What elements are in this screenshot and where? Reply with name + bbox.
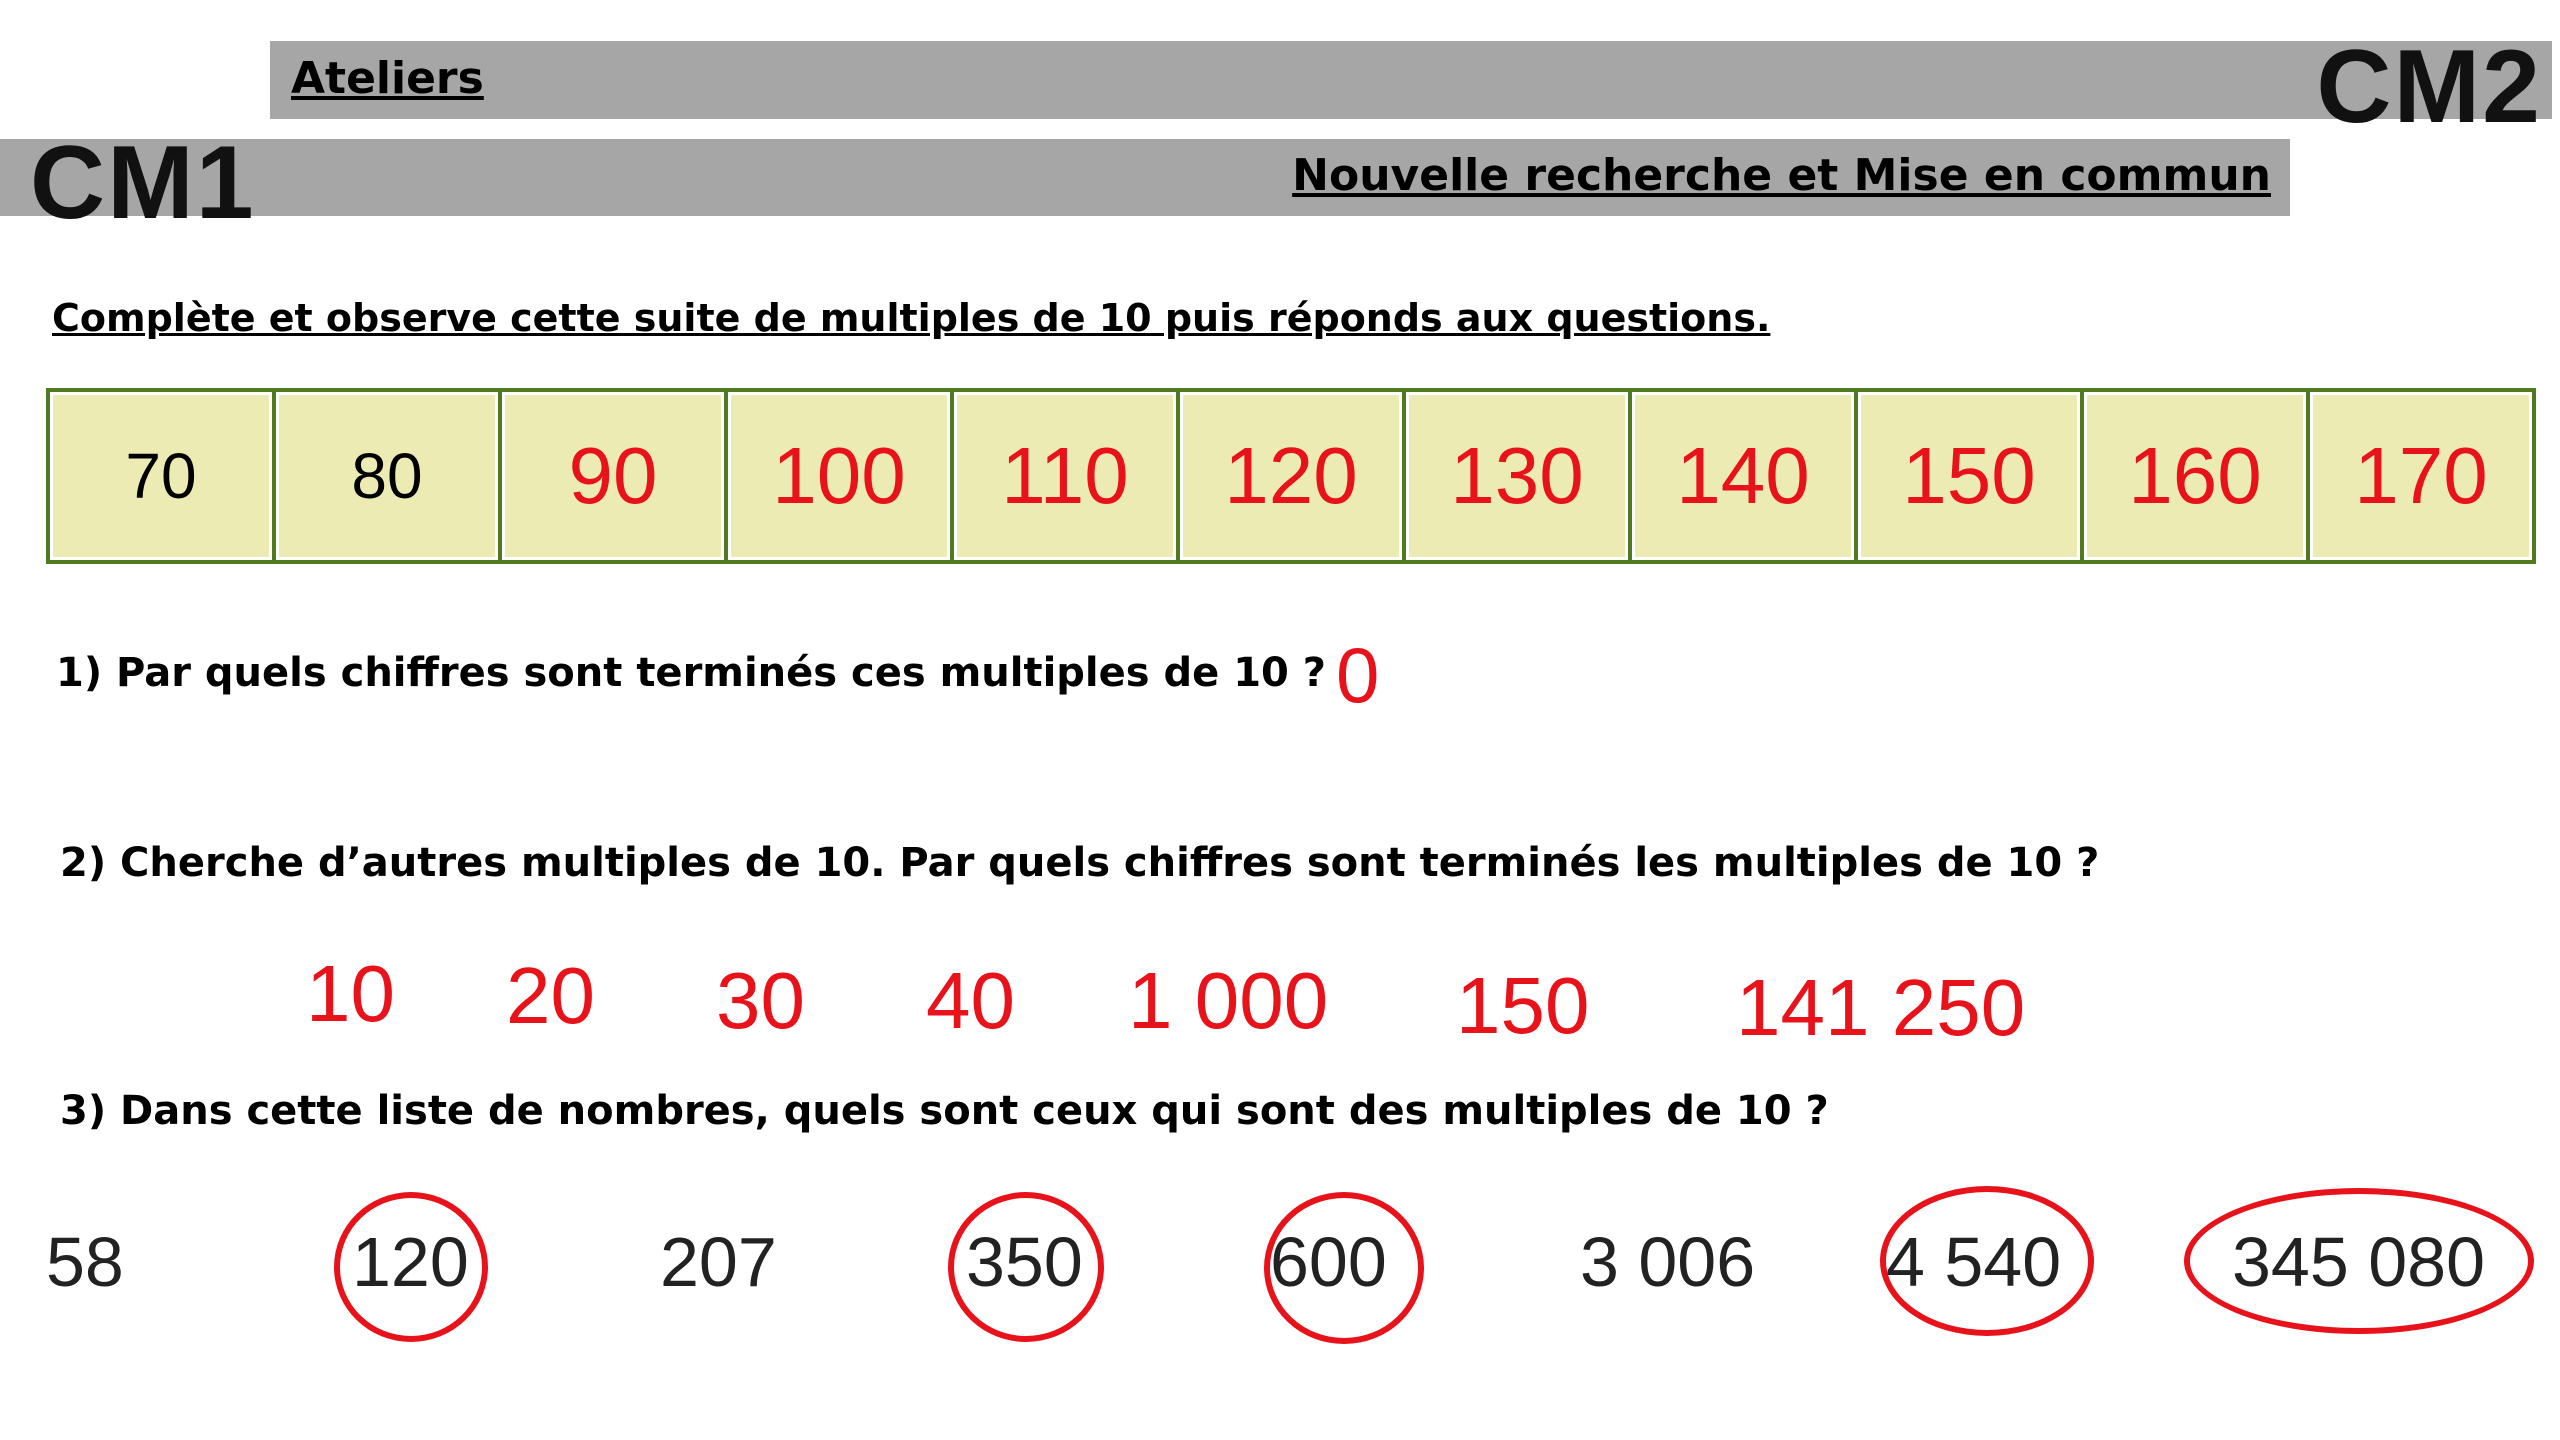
- sequence-cell: [728, 392, 950, 560]
- sequence-table: [46, 388, 2536, 564]
- question-2-answer: 1 000: [1128, 956, 1329, 1045]
- sequence-answer: 90: [568, 431, 658, 520]
- number-item: 345 080: [2232, 1223, 2486, 1301]
- sequence-answer: 150: [1902, 431, 2036, 520]
- number-item: 58: [46, 1223, 124, 1301]
- sequence-answer: 160: [2128, 431, 2262, 520]
- sequence-cell: [502, 392, 724, 560]
- sequence-value: 70: [125, 440, 197, 512]
- question-1-answer: 0: [1336, 631, 1380, 719]
- question-1: 1) Par quels chiffres sont terminés ces multiples de 10 ?: [56, 650, 1326, 696]
- sequence-cell: [1406, 392, 1628, 560]
- level-cm1: CM1: [30, 125, 256, 241]
- level-cm2: CM2: [2316, 29, 2542, 145]
- number-item: 4 540: [1886, 1223, 2062, 1301]
- question-2-answer: 20: [506, 951, 595, 1040]
- number-item: 600: [1270, 1223, 1387, 1301]
- header-top-label: Ateliers: [291, 53, 484, 104]
- sequence-cell: [2310, 392, 2532, 560]
- sequence-answer: 100: [772, 431, 906, 520]
- question-2-answer: 150: [1456, 961, 1590, 1050]
- number-item: 207: [660, 1223, 777, 1301]
- header-subtitle: Nouvelle recherche et Mise en commun: [1292, 150, 2271, 201]
- instruction-text: Complète et observe cette suite de multiples de 10 puis réponds aux questions.: [52, 296, 1771, 340]
- question-2: 2) Cherche d’autres multiples de 10. Par quels chiffres sont terminés les multiples de 10 ?: [60, 840, 2100, 886]
- question-2-answer: 141 250: [1736, 963, 2026, 1052]
- number-item: 3 006: [1580, 1223, 1756, 1301]
- header-bar-top: [270, 41, 2552, 119]
- number-item: 120: [352, 1223, 469, 1301]
- sequence-cell: [1632, 392, 1854, 560]
- sequence-answer: 110: [1001, 431, 1129, 520]
- question-2-answer: 30: [716, 956, 805, 1045]
- sequence-cell: [1180, 392, 1402, 560]
- question-2-answer: 40: [926, 956, 1015, 1045]
- sequence-cell: [1858, 392, 2080, 560]
- sequence-answer: 140: [1676, 431, 1810, 520]
- sequence-cell: [50, 392, 272, 560]
- sequence-answer: 120: [1224, 431, 1358, 520]
- sequence-answer: 130: [1450, 431, 1584, 520]
- sequence-cell: [276, 392, 498, 560]
- sequence-cell: [954, 392, 1176, 560]
- sequence-answer: 170: [2354, 431, 2488, 520]
- sequence-value: 80: [351, 440, 423, 512]
- sequence-cell: [2084, 392, 2306, 560]
- question-3: 3) Dans cette liste de nombres, quels sont ceux qui sont des multiples de 10 ?: [60, 1088, 1829, 1134]
- number-item: 350: [966, 1223, 1083, 1301]
- question-2-answer: 10: [306, 949, 395, 1038]
